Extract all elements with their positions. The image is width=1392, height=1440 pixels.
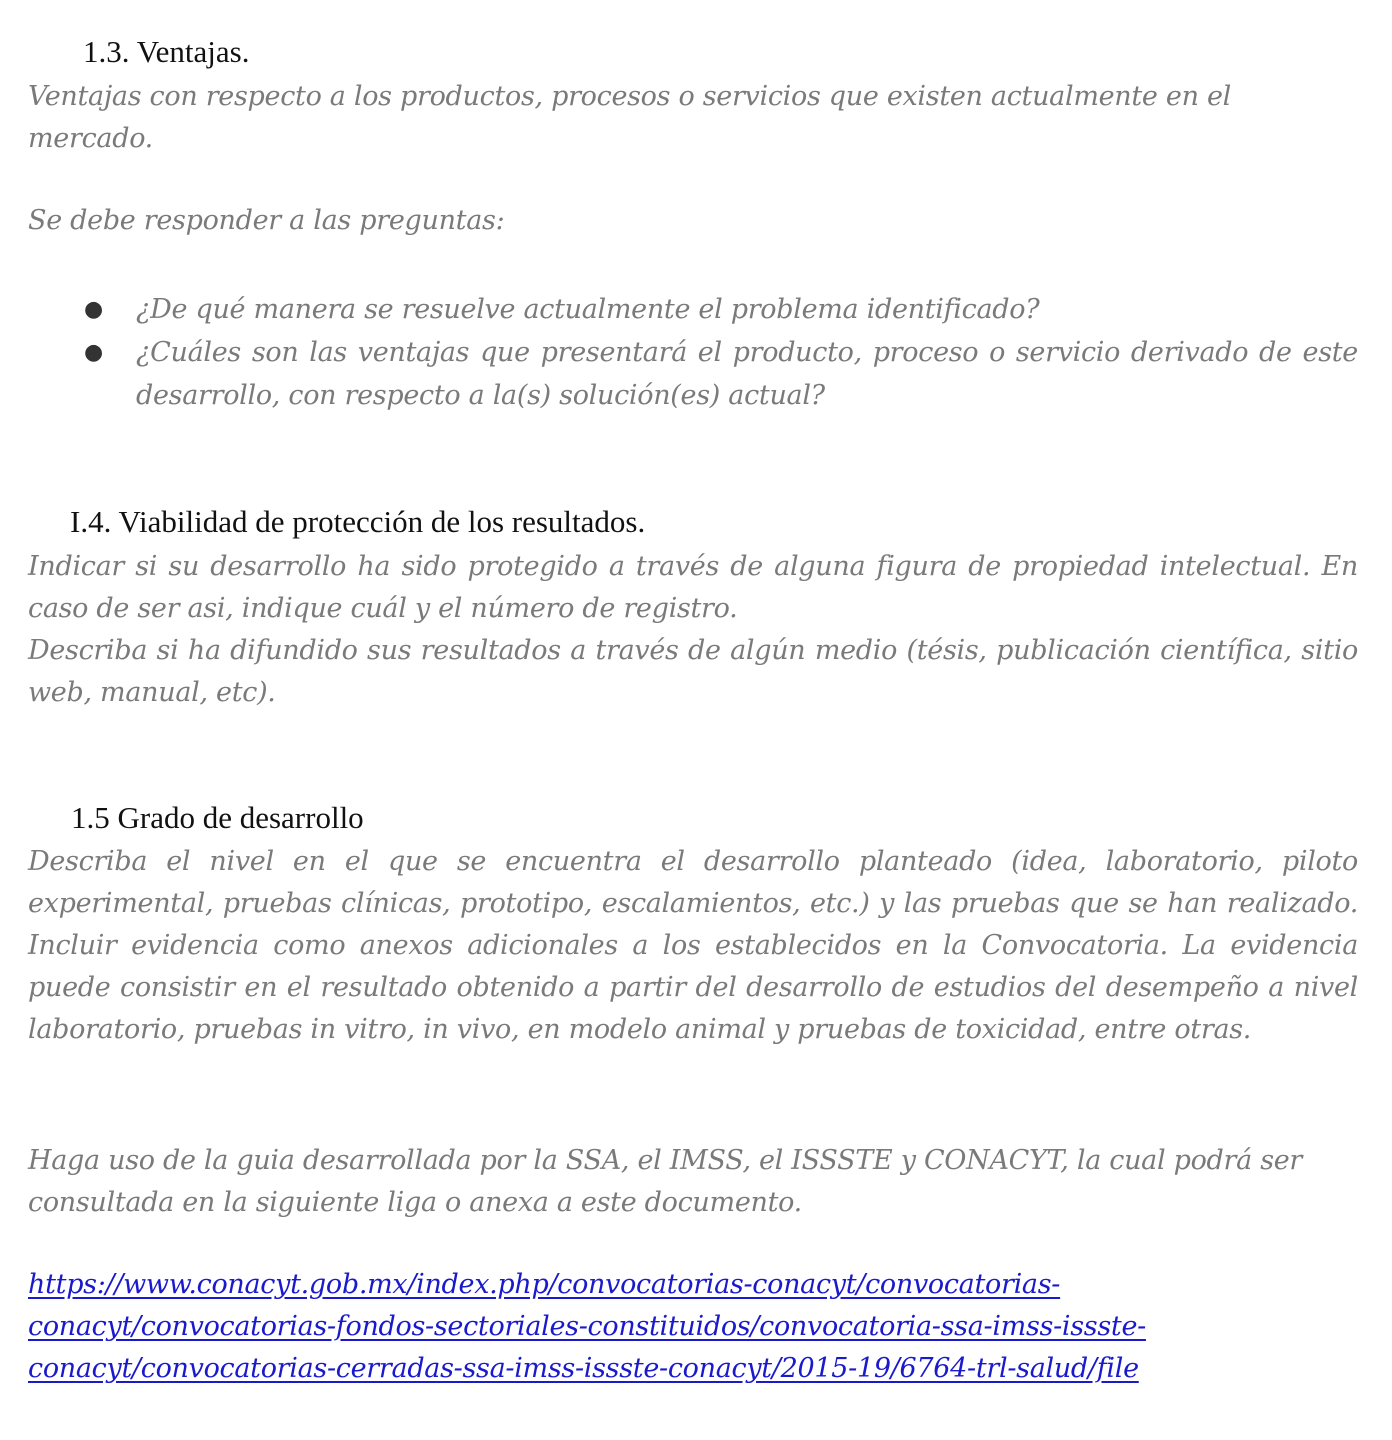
list-item (28, 331, 1358, 417)
guide-reference-paragraph: Haga uso de la guia desarrollada por la SSA, el IMSS, el ISSSTE y CONACYT, la cual podrá ser consultada en la siguiente liga o anexa a este documento. (28, 1145, 1303, 1218)
list-item (28, 288, 1358, 331)
viabilidad-paragraph-dissemination: Describa si ha difundido sus resultados a través de algún medio (tésis, publicación científica, sitio web, manual, etc). (28, 635, 1358, 708)
guide-link-line-2[interactable]: conacyt/convocatorias-fondos-sectoriales-constituidos/convocatoria-ssa-imss-issste- (28, 1311, 1146, 1342)
ventajas-intro-paragraph: Ventajas con respecto a los productos, procesos o servicios que existen actualmente en el mercado. (28, 81, 1231, 154)
guide-link[interactable] (28, 1264, 1358, 1390)
grado-desarrollo-paragraph: Describa el nivel en el que se encuentra el desarrollo planteado (idea, laboratorio, piloto experimental, pruebas clínicas, prototipo, escalamientos, etc.) y las pruebas que se han realizado. Incluir evidencia como anexos adicionales a los establecidos en la Convocatoria. La evidencia puede consistir en el resultado obtenido a partir del desarrollo de estudios del desempeño a nivel laboratorio, pruebas in vitro, in vivo, en modelo animal y pruebas de toxicidad, entre otras. (28, 846, 1358, 1045)
question-text: ¿De qué manera se resuelve actualmente el problema identificado? (136, 294, 1040, 325)
viabilidad-paragraph-protection: Indicar si su desarrollo ha sido protegido a través de alguna figura de propiedad intelectual. En caso de ser asi, indique cuál y el número de registro. (28, 551, 1358, 624)
questions-list (28, 288, 1358, 417)
section-heading-viabilidad: I.4. Viabilidad de protección de los resultados. (70, 504, 646, 539)
section-heading-grado-desarrollo: 1.5 Grado de desarrollo (71, 800, 364, 835)
section-heading-ventajas: 1.3. Ventajas. (83, 34, 250, 69)
bullet-icon: ● (84, 340, 103, 365)
question-text: ¿Cuáles son las ventajas que presentará el producto, proceso o servicio derivado de este desarrollo, con respecto a la(s) solución(es) actual? (136, 337, 1358, 411)
guide-link-line-1[interactable]: https://www.conacyt.gob.mx/index.php/convocatorias-conacyt/convocatorias- (28, 1269, 1061, 1300)
questions-prompt: Se debe responder a las preguntas: (28, 205, 505, 236)
guide-link-line-3[interactable]: conacyt/convocatorias-cerradas-ssa-imss-issste-conacyt/2015-19/6764-trl-salud/file (28, 1353, 1139, 1384)
bullet-icon: ● (84, 297, 103, 322)
